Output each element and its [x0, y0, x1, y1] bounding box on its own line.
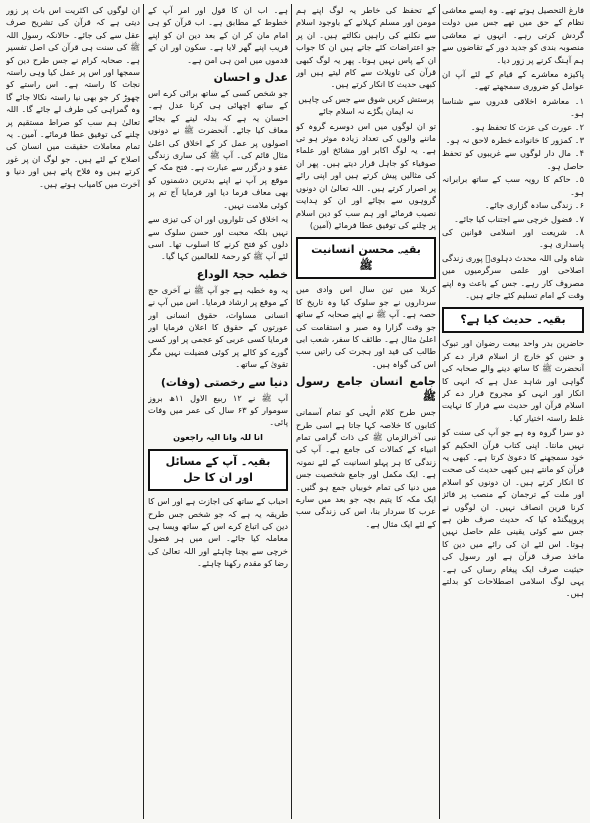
- article-text: دو سرا گروہ وہ ہے جو آپ کی سنت کو نہیں مانتا۔ اپنی کتاب قرآن الحکیم کو خود سمجھنے کا دعویٰ کرتا ہے۔ کبھی یہ قرآن کو مانتے ہیں کبھی حدیث کی صحت کا انکار کرتے ہیں۔ ان دونوں کو اسلام اور ملت کے ترجمان کے منصب پر فائز کرنا قرین انصاف نہیں۔ ان لوگوں نے پروپیگنڈہ کیا کہ حدیث صرف ظن ہے جس سے کوئی یقینی علم حاصل نہیں ہوتا۔ اس لئے ان کی رائے میں دین کا ماخذ صرف قرآن ہے اور رسول کی حیثیت صرف ایک پیغام رساں کی ہے۔ یہی لوگ اسلامی اصطلاحات کو بدلتے ہیں۔: [442, 427, 584, 599]
- article-text: یہ اخلاق کی تلواروں اور ان کی تیزی سے نہیں بلکہ محبت اور حسن سلوک سے دلوں کو فتح کرنے کا اسلوب تھا۔ اسی لئے آپ ﷺ کو رحمۃ للعالمین کہا گیا۔: [148, 214, 288, 262]
- list-item: ۵۔ حاکم کا رویہ سب کے ساتھ برابرانہ ہو۔: [442, 174, 584, 197]
- section-heading: جامع انسان جامع رسول ﷺ: [296, 375, 436, 404]
- section-heading: خطبہ حجۃ الوداع: [196, 267, 288, 281]
- section-heading-box: بقیہ۔ محسن انسانیت ﷺ: [296, 237, 436, 279]
- article-text: احباب کے ساتھ کی اجازت ہے اور اس کا طریقہ یہ ہے کہ جو شخص جس طرح دین کی اتباع کرے اس کے ساتھ ویسا ہی معاملہ کیا جائے۔ اس میں ہر فضول خرچی سے بچنا چاہئے اور اللہ تعالیٰ کی رضا کو مقدم رکھنا چاہئے۔: [148, 496, 288, 569]
- article-text: کے تحفظ کی خاطر یہ لوگ اپنے ہم مومن اور مسلم کہلانے کے باوجود اسلام سے نکلنے کی راہیں نکالتے ہیں۔ ان پر جو اعتراضات کئے جاتے ہیں ان کا جواب ان کے پاس نہیں ہوتا۔ پھر یہ لوگ کبھی قرآن کی تاویلات سے کام لیتے ہیں اور کبھی حدیث کا انکار کرتے ہیں۔: [296, 5, 436, 90]
- article-text: جس طرح کلام الٰہی کو تمام آسمانی کتابوں کا خلاصہ کہا جاتا ہے اسی طرح نبی آخرالزماں ﷺ کی ذات گرامی تمام انبیاء کے کمالات کی جامع ہے۔ آپ کی زندگی کا ہر پہلو انسانیت کے لئے نمونہ ہے۔ ایک مکمل اور جامع شخصیت جس میں دنیا کی تمام خوبیاں جمع ہو گئیں۔ ایک مکہ کا یتیم بچہ جو بعد میں سارے عرب کا سردار بنا، اس کی زندگی سب کے لئے ایک مثال ہے۔: [296, 407, 436, 529]
- article-text: ان لوگوں کی اکثریت اس بات پر زور دیتی ہے کہ قرآن کی تشریح صرف عقل سے کی جائے۔ حالانکہ رسول اللہ ﷺ کی سنت ہی قرآن کی اصل تفسیر ہے۔ صحابہ کرام نے جس طرح دین کو سمجھا اور اس پر عمل کیا وہی راستہ نجات کا راستہ ہے۔ اس راستے کو چھوڑ کر جو بھی نیا راستہ نکالا جائے گا وہ گمراہی کی طرف لے جائے گا۔ اللہ تعالیٰ ہم سب کو صراط مستقیم پر چلنے کی توفیق عطا فرمائے۔ آمین۔ یہ تمام معاملات حقیقت میں انسان کی اصلاح کے لئے ہیں۔ جو لوگ ان پر غور کرتے ہیں وہ فلاح پاتے ہیں اور دنیا و آخرت میں کامیاب ہوتے ہیں۔: [6, 5, 140, 189]
- article-text: یہ وہ خطبہ ہے جو آپ ﷺ نے آخری حج کے موقع پر ارشاد فرمایا۔ اس میں آپ نے انسانی مساوات، حقوق انسانی اور عورتوں کے حقوق کا اعلان فرمایا اور فرمایا کسی عربی کو عجمی پر اور کسی گورے کو کالے پر کوئی فضیلت نہیں مگر تقویٰ کے ساتھ۔: [148, 284, 288, 370]
- column-divider: [439, 4, 440, 819]
- column-right: [442, 4, 584, 819]
- column-left: [148, 4, 288, 819]
- list-item: ۲۔ عورت کی عزت کا تحفظ ہو۔: [470, 121, 584, 132]
- article-text: فارغ التحصیل ہوتے تھے۔ وہ ایسے معاشی نظام کے حق میں تھے جس میں دولت گردش کرتی رہے۔ انہوں نے معاشی منصوبہ بندی کو جدید دور کے تقاضوں سے ہم آہنگ کرنے پر زور دیا۔: [442, 5, 584, 65]
- list-item: ۳۔ کمزور کا خانوادے خطرہ لاحق نہ ہو۔: [445, 135, 584, 146]
- article-text: کربلا میں تین سال اس وادی میں سرداروں نے جو سلوک کیا وہ تاریخ کا حصہ ہے۔ آپ ﷺ نے اپنے صحابہ کے ساتھ جو وقت گزارا وہ صبر و استقامت کی اعلیٰ مثال ہے۔ طائف کا سفر، شعب ابی طالب کی قید اور ہجرت کی راتیں سب اس کی گواہ ہیں۔: [296, 284, 436, 369]
- column-divider: [291, 4, 292, 819]
- list-item: ۷۔ فضول خرچی سے اجتناب کیا جائے۔: [454, 213, 584, 224]
- article-text: تو ان لوگوں میں اس دوسرے گروہ کو ماننے والوں کی تعداد زیادہ موثر ہو تی ہے۔ یہ لوگ اکابر اور مشائخ اور علماء صوفیاء کو جاہل قرار دیتے ہیں۔ پھر ان کی مثالیں پیش کرتے ہیں اور اپنی رائے پر اصرار کرتے ہیں۔ اللہ تعالیٰ ان دونوں گروہوں سے بچائے اور ان کو ہدایت نصیب فرمائے اور ہم سب کو دین اسلام پر چلنے کی توفیق عطا فرمائے (آمین): [296, 120, 436, 230]
- section-heading: عدل و احسان: [213, 71, 288, 85]
- article-text: شاہ ولی اللہ محدث دہلویؒ پوری زندگی اصلاحی اور علمی سرگرمیوں میں مصروف کار رہے۔ جس کے باعث وہ اپنے وقت کے امام تسلیم کئے جاتے ہیں۔: [442, 252, 584, 300]
- article-text: جو شخص کسی کے ساتھ برائی کرے اس کے ساتھ اچھائی ہی کرنا عدل ہے۔ احسان یہ ہے کہ بدلہ لینے کے بجائے معاف کیا جائے۔ آنحضرت ﷺ نے دونوں اصولوں پر عمل کر کے اخلاق کی اعلیٰ مثال قائم کی۔ آپ ﷺ کی ساری زندگی عفو و درگزر سے عبارت ہے۔ فتح مکہ کے موقع پر آپ نے اپنے بدترین دشمنوں کو بھی معاف فرما دیا اور فرمایا آج تم پر کوئی ملامت نہیں۔: [148, 88, 288, 210]
- points-list: [442, 95, 584, 251]
- article-text: حاضرین بدر واحد بیعت رضوان اور تبوک و حنین کو خارج از اسلام قرار دے کر آنحضرت ﷺ کا ساتھ دینے والے صحابہ کی گواہی اور شاہد عدل ہے کہ انہی کا انکار اور انہی کو مجروح قرار دے کر اسلام قرآن اور حدیث سے فرار کا نہایت غلط راستہ اختیار کیا۔: [442, 338, 584, 423]
- article-text: پاکیزہ معاشرے کے قیام کے لئے آپ ان عوامل کو ضروری سمجھتے تھے۔: [442, 69, 584, 92]
- column-extra: [6, 4, 140, 819]
- article-text: آپ ﷺ نے ۱۲ ربیع الاول ۱۱ھ بروز سوموار کو ۶۳ سال کی عمر میں وفات پائی۔: [148, 392, 288, 428]
- section-heading: دنیا سے رخصتی (وفات): [160, 375, 288, 389]
- list-item: ۴۔ مال دار لوگوں سے غریبوں کو تحفظ حاصل ہو۔: [442, 148, 584, 171]
- list-item: ۶۔ زندگی سادہ گزاری جائے۔: [484, 200, 584, 211]
- column-divider: [143, 4, 144, 819]
- closing-phrase: انا للہ وانا الیہ راجعون: [173, 431, 263, 442]
- section-heading-box: بقیہ۔ حدیث کیا ہے؟: [442, 307, 584, 333]
- list-item: ۸۔ شریعت اور اسلامی قوانین کی پاسداری ہو۔: [442, 226, 584, 250]
- verse: پرستش کریں شوق سے جس کی چاہیں نہ ایمان بگڑے نہ اسلام جائے: [298, 93, 434, 117]
- section-heading-box: بقیہ۔ آپ کے مسائل اور ان کا حل: [148, 449, 288, 491]
- article-text: ہے۔ اب ان کا قول اور امر آپ کے خطوط کے مطابق ہے۔ اب قرآن کو ہی امام مان کر ان کے بعد دین ان کو اپنے قریب اپنے گھر لایا ہے۔ سکون اور ان کے قدموں میں امن ہی امن ہے۔: [148, 5, 288, 65]
- column-middle: [296, 4, 436, 819]
- list-item: ۱۔ معاشرہ اخلاقی قدروں سے شناسا ہو۔: [442, 95, 584, 119]
